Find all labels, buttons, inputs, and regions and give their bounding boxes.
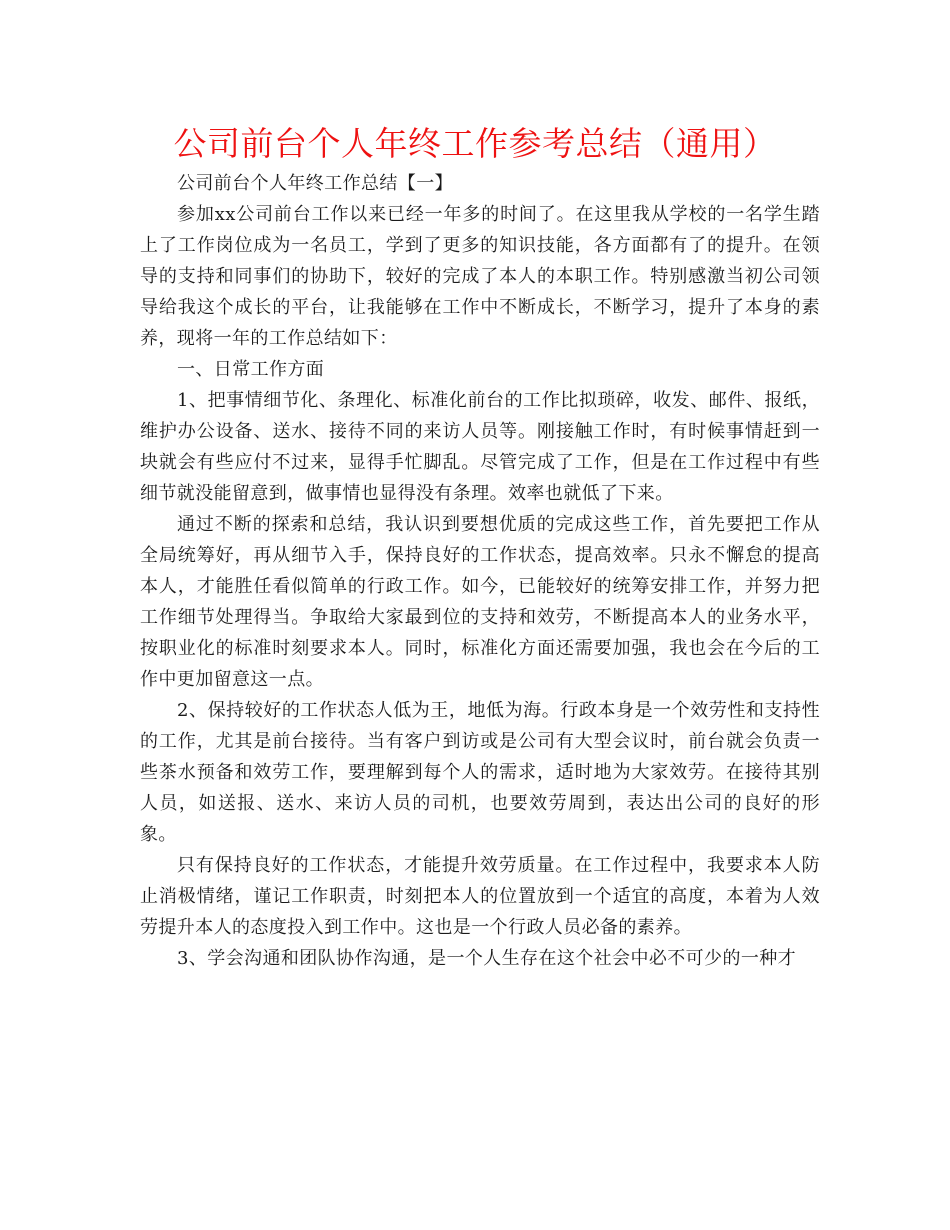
document-body	[140, 168, 820, 974]
section-subtitle: 公司前台个人年终工作总结【一】	[177, 173, 453, 194]
paragraph-intro: 参加xx公司前台工作以来已经一年多的时间了。在这里我从学校的一名学生踏上了工作岗位成为一名员工，学到了更多的知识技能，各方面都有了的提升。在领导的支持和同事们的协助下，较好的完成了本人的本职工作。特别感激当初公司领导给我这个成长的平台，让我能够在工作中不断成长，不断学习，提升了本身的素养，现将一年的工作总结如下：	[140, 204, 820, 349]
paragraph-item-1: 1、把事情细节化、条理化、标准化前台的工作比拟琐碎，收发、邮件、报纸，维护办公设备、送水、接待不同的来访人员等。刚接触工作时，有时候事情赶到一块就会有些应付不过来，显得手忙脚乱。尽管完成了工作，但是在工作过程中有些细节就没能留意到，做事情也显得没有条理。效率也就低了下来。	[140, 390, 820, 504]
document-title: 公司前台个人年终工作参考总结（通用）	[173, 124, 777, 163]
paragraph-item-3: 3、学会沟通和团队协作沟通，是一个人生存在这个社会中必不可少的一种才	[177, 948, 797, 969]
paragraph-reflection: 通过不断的探索和总结，我认识到要想优质的完成这些工作，首先要把工作从全局统筹好，再从细节入手，保持良好的工作状态，提高效率。只永不懈怠的提高本人，才能胜任看似简单的行政工作。如今，已能较好的统筹安排工作，并努力把工作细节处理得当。争取给大家最到位的支持和效劳，不断提高本人的业务水平，按职业化的标准时刻要求本人。同时，标准化方面还需要加强，我也会在今后的工作中更加留意这一点。	[140, 514, 820, 690]
paragraph-item-2: 2、保持较好的工作状态人低为王，地低为海。行政本身是一个效劳性和支持性的工作，尤其是前台接待。当有客户到访或是公司有大型会议时，前台就会负责一些茶水预备和效劳工作，要理解到每个人的需求，适时地为大家效劳。在接待其别人员，如送报、送水、来访人员的司机，也要效劳周到，表达出公司的良好的形象。	[140, 700, 820, 845]
paragraph-work-state: 只有保持良好的工作状态，才能提升效劳质量。在工作过程中，我要求本人防止消极情绪，谨记工作职责，时刻把本人的位置放到一个适宜的高度，本着为人效劳提升本人的态度投入到工作中。这也是一个行政人员必备的素养。	[140, 855, 820, 938]
section-heading-daily-work: 一、日常工作方面	[177, 359, 325, 380]
